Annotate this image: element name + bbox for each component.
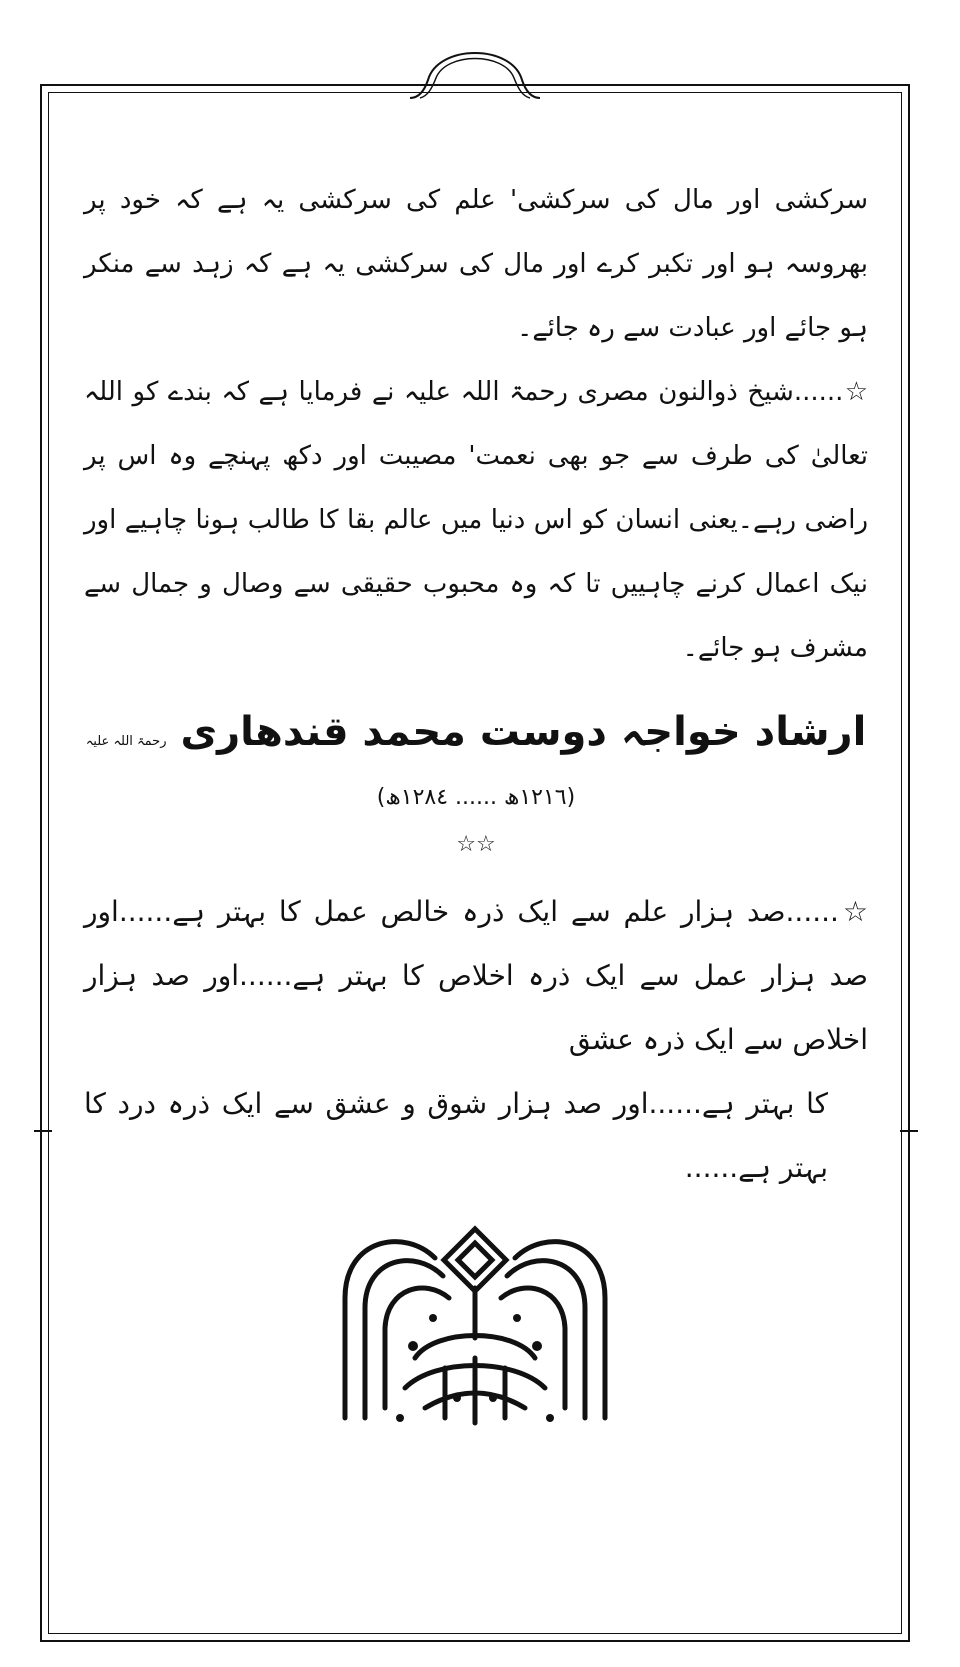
text-line: عالم بقا کا طالب ہونا چاہیے اور نیک اعمال کرنے چاہییں تا کہ وہ محبوب حقیقی سے	[84, 505, 869, 599]
text-line: کا بہتر ہے......اور صد ہزار شوق و عشق سے ایک ذرہ درد کا بہتر ہے......	[84, 1087, 828, 1184]
paragraph-1	[84, 168, 868, 360]
paragraph-2	[84, 360, 868, 680]
heading-dates: (١٢١٦ھ ...... ١٢٨٤ھ)	[376, 785, 576, 810]
paragraph-3	[84, 880, 868, 1200]
text-line: سرکشی یہ ہے کہ زہد سے منکر ہو جائے اور عبادت سے رہ جائے۔	[84, 249, 868, 343]
border-tab-ornament	[408, 34, 542, 100]
border-tick-right	[900, 1130, 918, 1132]
document-body	[84, 168, 868, 1200]
text-line: سرکشی اور مال کی سرکشی' علم کی سرکشی یہ ہے کہ خود پر بھروسہ ہو اور تکبر کرے اور مال کی	[84, 185, 868, 279]
text-line: ☆......صد ہزار علم سے ایک ذرہ خالص عمل کا بہتر ہے......اور صد ہزار عمل	[84, 895, 868, 992]
heading-honorific: رحمۃ اللہ علیہ	[85, 734, 167, 749]
calligraphy-emblem-icon	[325, 1218, 625, 1428]
text-line: ☆......شیخ ذوالنون مصری رحمۃ اللہ علیہ نے فرمایا ہے کہ بندے کو اللہ تعالیٰ کی طرف	[84, 377, 869, 471]
section-heading	[84, 702, 868, 772]
text-line: وصال و جمال سے مشرف ہو جائے۔	[84, 569, 868, 663]
text-line: سے ایک ذرہ اخلاص کا بہتر ہے......اور صد ہزار اخلاص سے ایک ذرہ عشق	[84, 959, 868, 1056]
border-tick-left	[34, 1130, 52, 1132]
text-line: سے جو بھی نعمت' مصیبت اور دکھ پہنچے وہ اس پر راضی رہے۔یعنی انسان کو اس دنیا میں	[84, 441, 869, 535]
heading-title: ارشاد خواجہ دوست محمد قندھاری	[180, 709, 867, 755]
star-divider: ☆☆	[456, 832, 496, 857]
